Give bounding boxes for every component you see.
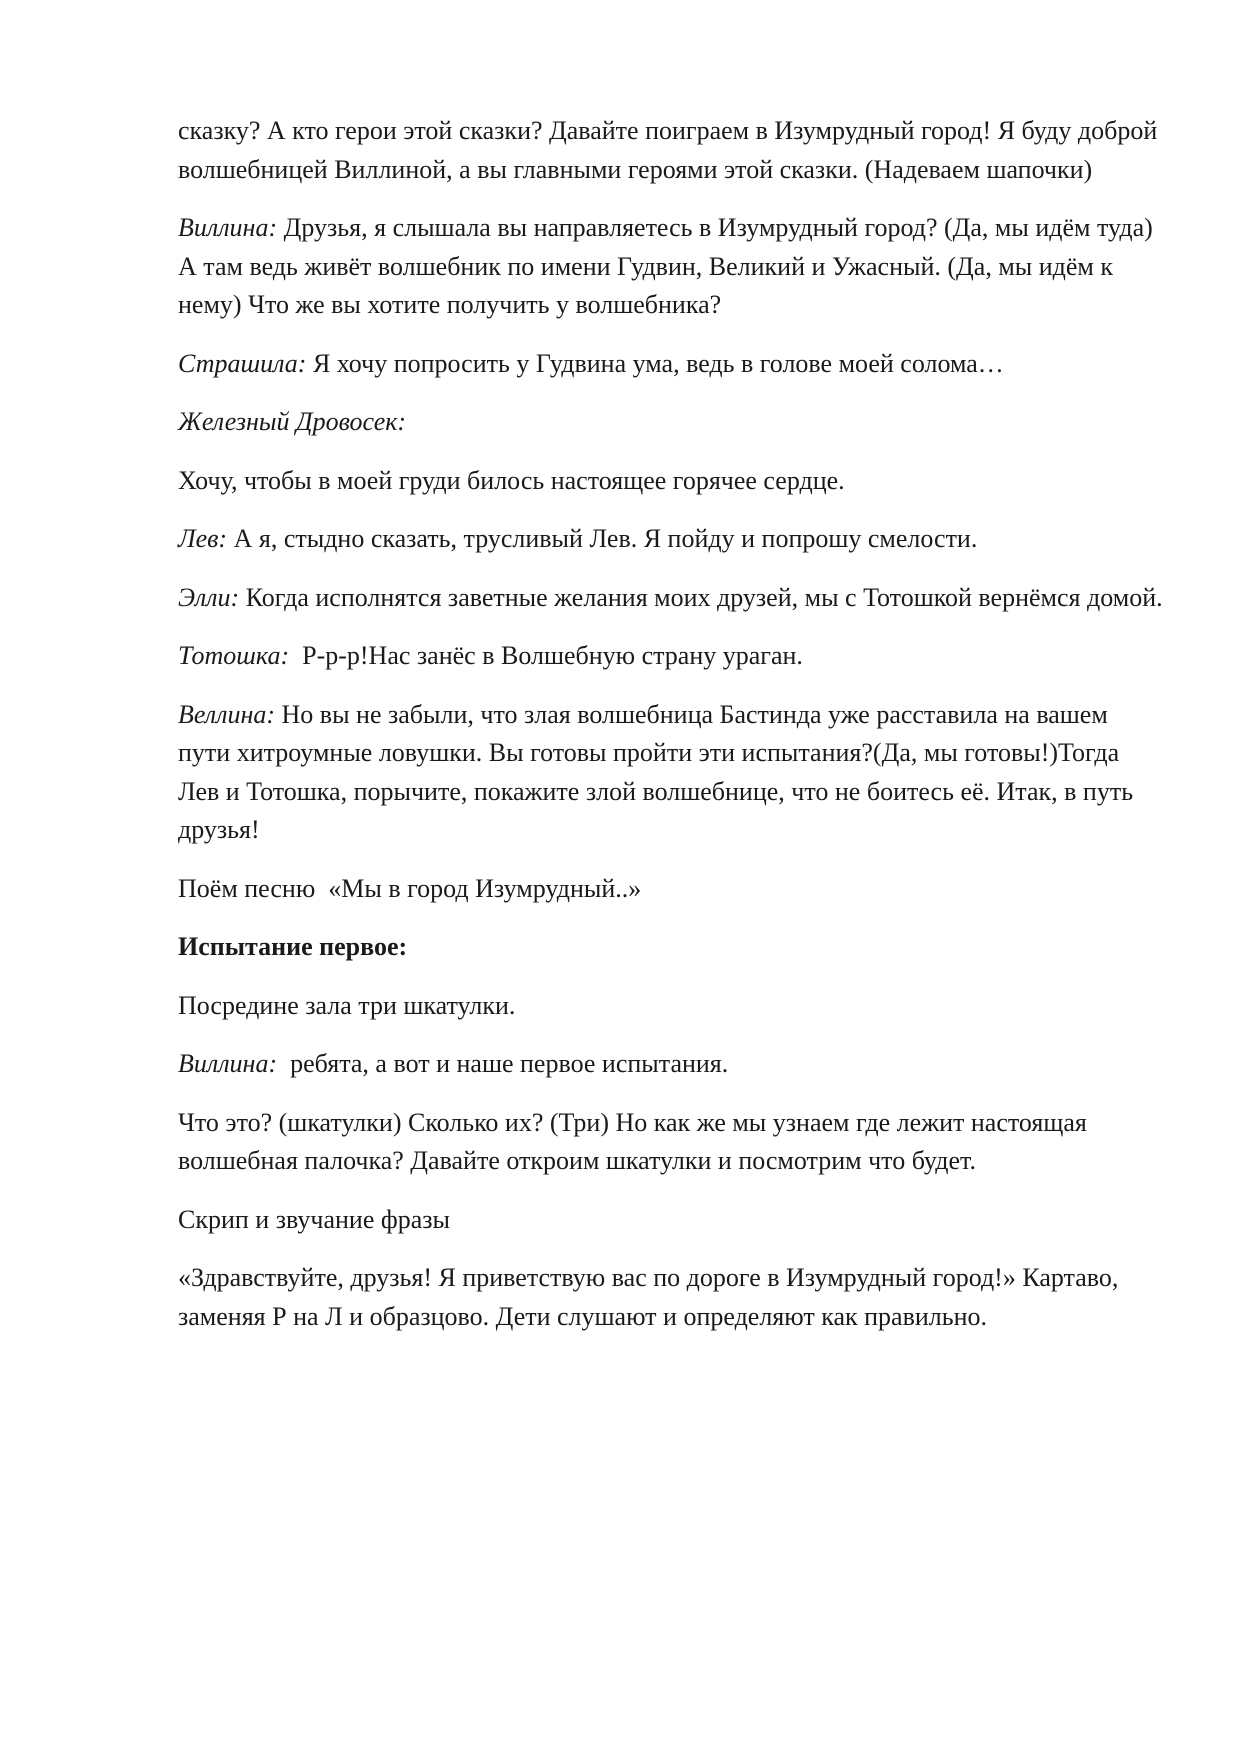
- speaker-name: Виллина:: [178, 213, 278, 242]
- stage-direction-sound: [178, 1201, 1163, 1240]
- paragraph-questions: [178, 1104, 1163, 1181]
- dialogue-text: А я, стыдно сказать, трусливый Лев. Я пойду и попрошу смелости.: [227, 524, 978, 553]
- dialogue-text: Я хочу попросить у Гудвина ума, ведь в голове моей солома…: [306, 348, 1004, 378]
- speaker-name: Тотошка:: [178, 641, 290, 670]
- dialogue-totoshka: [178, 637, 1163, 676]
- speaker-name: Лев:: [178, 524, 228, 553]
- paragraph-phrase: [178, 1259, 1163, 1336]
- dialogue-elli: [178, 579, 1163, 618]
- dialogue-text: Р-р-р!Нас занёс в Волшебную страну ураган.: [289, 641, 803, 670]
- document-page: [178, 112, 1163, 1356]
- paragraph-text: Поём песню «Мы в город Изумрудный..»: [178, 873, 642, 903]
- section-heading: [178, 928, 1163, 967]
- dialogue-lion: [178, 520, 1163, 559]
- speaker-name: Железный Дровосек:: [178, 407, 407, 436]
- dialogue-text: Когда исполнятся заветные желания моих друзей, мы с Тотошкой вернёмся домой.: [239, 582, 1163, 612]
- heading-text: Испытание первое:: [178, 932, 408, 961]
- stage-direction: [178, 987, 1163, 1026]
- speaker-name: Веллина:: [178, 699, 276, 729]
- dialogue-text: ребята, а вот и наше первое испытания.: [277, 1049, 729, 1078]
- paragraph-text: Скрип и звучание фразы: [178, 1204, 450, 1234]
- paragraph-text: Что это? (шкатулки) Сколько их? (Три) Но как же мы узнаем где лежит настоящая волшебная палочка? Давайте откроим шкатулки и посмотрим что будет.: [178, 1107, 1087, 1175]
- paragraph-text: Посредине зала три шкатулки.: [178, 990, 516, 1020]
- dialogue-tin-woodman-line: [178, 462, 1163, 501]
- paragraph-intro: [178, 112, 1163, 189]
- dialogue-text: Хочу, чтобы в моей груди билось настоящее горячее сердце.: [178, 465, 845, 495]
- speaker-name: Виллина:: [178, 1049, 278, 1078]
- dialogue-strashila: [178, 345, 1163, 384]
- paragraph-text: сказку? А кто герои этой сказки? Давайте поиграем в Изумрудный город! Я буду доброй волшебницей Виллиной, а вы главными героями этой сказки. (Надеваем шапочки): [178, 116, 1158, 184]
- speaker-name: Страшила:: [178, 348, 307, 378]
- dialogue-villina-2: [178, 1045, 1163, 1084]
- paragraph-text: «Здравствуйте, друзья! Я приветствую вас по дороге в Изумрудный город!» Картаво, заменяя Р на Л и образцово. Дети слушают и определяют как правильно.: [178, 1263, 1119, 1331]
- dialogue-vellina: [178, 696, 1163, 850]
- dialogue-tin-woodman-speaker: [178, 403, 1163, 442]
- dialogue-text: Друзья, я слышала вы направляетесь в Изумрудный город? (Да, мы идём туда) А там ведь живёт волшебник по имени Гудвин, Великий и Ужасный. (Да, мы идём к нему) Что же вы хотите получить у волшебника?: [178, 213, 1153, 319]
- speaker-name: Элли:: [178, 582, 240, 612]
- dialogue-villina-1: [178, 209, 1163, 325]
- dialogue-text: Но вы не забыли, что злая волшебница Бастинда уже расставила на вашем пути хитроумные ловушки. Вы готовы пройти эти испытания?(Да, мы готовы!)Тогда Лев и Тотошка, порычите, покажите злой волшебнице, что не боитесь её. Итак, в путь друзья!: [178, 699, 1134, 844]
- song-line: [178, 870, 1163, 909]
